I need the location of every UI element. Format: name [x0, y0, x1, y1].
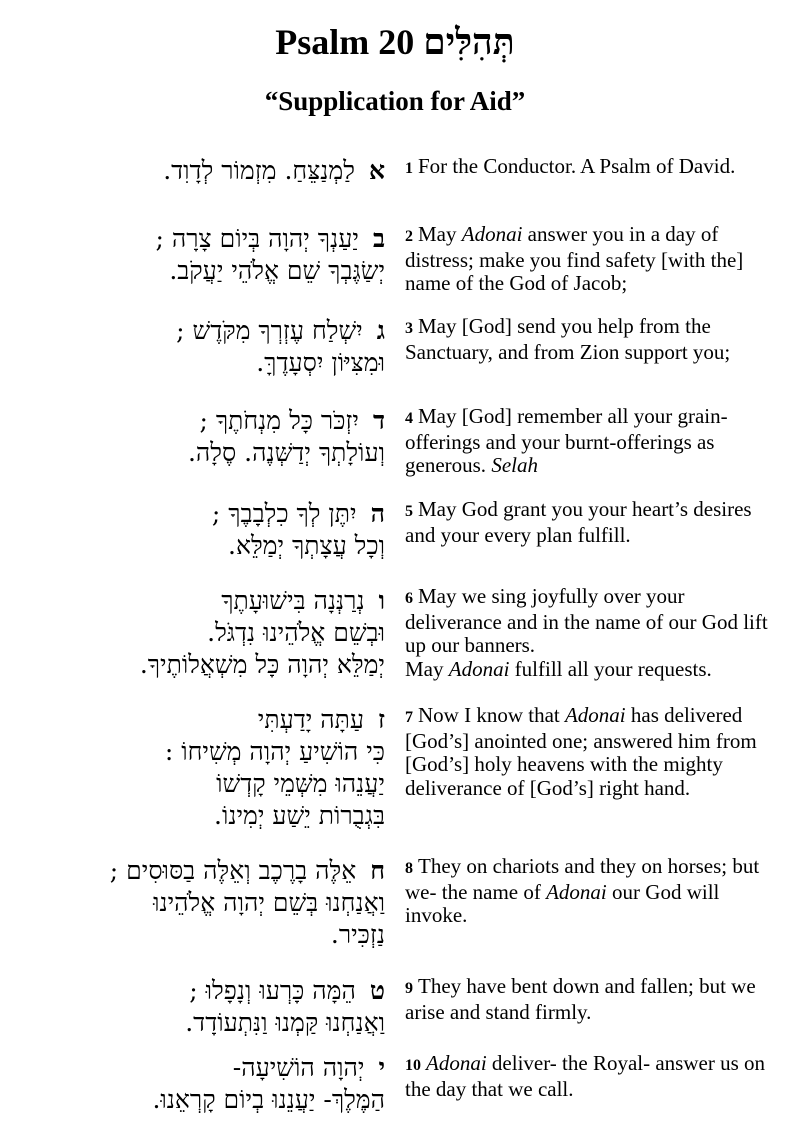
verse-number: 2 — [405, 228, 413, 245]
english-translation — [405, 498, 780, 547]
translation-text: May God grant you your heart’s desires and your every plan fulfill. — [405, 497, 752, 547]
verse-number: 6 — [405, 590, 413, 607]
hebrew-verse-letter: י — [378, 1053, 385, 1082]
hebrew-line: אֵלֶּה בָרֶכֶב וְאֵלֶּה בַסּוּסִים ; — [109, 856, 357, 885]
hebrew-text — [5, 704, 385, 832]
hebrew-line: וְעוֹלָתְךָ יְדַשְּׁנֶה. סֶלָה. — [187, 438, 385, 467]
translation-text: deliver- the Royal- answer us on the day that we call. — [405, 1051, 766, 1101]
translation-text: May — [418, 222, 462, 246]
hebrew-line: יְמַלֵּא יְהוָה כָּל מִשְׁאֲלוֹתֶיךָ. — [139, 650, 385, 679]
hebrew-line: יַעֲנֵהוּ מִשְּׁמֵי קָדְשׁוֹ — [216, 769, 385, 798]
verse-number: 5 — [405, 503, 413, 520]
divine-name: Adonai — [564, 703, 626, 727]
divine-name: Adonai — [426, 1051, 487, 1075]
hebrew-line: יִתֶּן לְךָ כִלְבָבֶךָ ; — [211, 499, 357, 528]
verse-number: 10 — [405, 1057, 421, 1074]
translation-text: They on chariots and they on horses; but we- the name of — [405, 854, 760, 904]
translation-text: May [God] send you help from the Sanctuary, and from Zion support you; — [405, 314, 731, 364]
english-translation — [405, 1052, 780, 1101]
verse-number: 7 — [405, 709, 413, 726]
hebrew-text — [5, 223, 385, 287]
hebrew-verse-letter: ב — [372, 224, 385, 253]
hebrew-line: לַמְנַצֵּחַ. מִזְמוֹר לְדָוִד. — [163, 156, 355, 185]
page-subtitle: “Supplication for Aid” — [264, 86, 526, 116]
hebrew-line: יִזְכֹּר כָּל מִנְחֹתֶךָ ; — [199, 406, 359, 435]
hebrew-line: נְרַנְּנָה בִּישׁוּעָתֶךָ — [221, 586, 365, 615]
divine-name: Adonai — [546, 879, 607, 904]
hebrew-verse-letter: ו — [378, 586, 385, 615]
translation-text: Now I know that — [418, 703, 565, 727]
hebrew-line: וַאֲנַחְנוּ קַּמְנוּ וַנִּתְעוֹדָד. — [185, 1008, 385, 1037]
english-translation — [405, 975, 780, 1024]
hebrew-text — [5, 315, 385, 379]
hebrew-line: וַאֲנַחְנוּ בְּשֵׁם יְהוָה אֱלֹהֵינוּ — [153, 888, 385, 917]
english-translation — [405, 155, 780, 181]
hebrew-line: עַתָּה יָדַעְתִּי — [257, 705, 365, 734]
selah-word: Selah — [491, 453, 538, 477]
english-translation — [405, 704, 780, 800]
translation-text: our God will invoke. — [405, 879, 720, 927]
translation-text: They have bent down and fallen; but we arise and stand firmly. — [405, 974, 756, 1024]
hebrew-line: הַמֶּלֶךְ- יַעֲנֵנוּ בְיוֹם קָרְאֵנוּ. — [152, 1085, 385, 1114]
hebrew-line: וּמִצִּיּוֹן יִסְעָדֶךָּ. — [256, 348, 385, 377]
hebrew-line: וּבְשֵׁם אֱלֹהֵינוּ נִדְגֹּל. — [207, 618, 385, 647]
verse-number: 8 — [405, 860, 413, 877]
hebrew-verse-letter: א — [368, 156, 385, 185]
hebrew-verse-letter: ז — [378, 705, 385, 734]
translation-text: May [God] remember all your grain-offerings and your burnt-offerings as generous. — [405, 404, 728, 477]
hebrew-text — [5, 975, 385, 1039]
translation-text: May we sing joyfully over your deliverance and in the name of our God lift up our banners. — [405, 584, 768, 657]
english-translation — [405, 585, 780, 681]
hebrew-line: כִּי הוֹשִׁיעַ יְהוָה מְשִׁיחוֹ : — [164, 737, 385, 766]
translation-text: fulfill all your requests. — [509, 656, 712, 681]
english-translation — [405, 405, 780, 478]
hebrew-text — [5, 585, 385, 681]
hebrew-text — [5, 1052, 385, 1116]
hebrew-verse-letter: ט — [369, 976, 385, 1005]
hebrew-line: וְכָל עֲצָתְךָ יְמַלֵּא. — [228, 531, 385, 560]
hebrew-line: נַזְכִּיר. — [330, 920, 385, 949]
hebrew-text — [5, 405, 385, 469]
hebrew-line: יְהוָה הוֹשִׁיעָה- — [232, 1053, 365, 1082]
divine-name: Adonai — [448, 656, 510, 681]
hebrew-line: יַעַנְךָ יְהוָה בְּיוֹם צָרָה ; — [155, 224, 359, 253]
hebrew-verse-letter: ח — [370, 856, 385, 885]
translation-text: has delivered [God’s] anointed one; answered him from [God’s] holy heavens with the mighty deliverance of [God’s] right hand. — [405, 703, 757, 800]
hebrew-line: הֵמָּה כָּרְעוּ וְנָפָלוּ ; — [189, 976, 356, 1005]
hebrew-text — [5, 855, 385, 951]
hebrew-text — [5, 155, 385, 187]
hebrew-verse-letter: ד — [372, 406, 385, 435]
hebrew-text — [5, 498, 385, 562]
hebrew-line: בִּגְבֻרוֹת יֵשַׁע יְמִינוֹ. — [214, 801, 385, 830]
english-translation — [405, 223, 780, 296]
translation-text: May — [405, 656, 449, 681]
hebrew-verse-letter: ה — [370, 499, 385, 528]
hebrew-verse-letter: ג — [376, 316, 385, 345]
translation-text: For the Conductor. A Psalm of David. — [418, 154, 736, 178]
verse-number: 3 — [405, 320, 413, 337]
divine-name: Adonai — [461, 222, 523, 246]
english-translation — [405, 315, 780, 364]
hebrew-line: יִשְׁלַח עֶזְרְךָ מִקֹּדֶשׁ ; — [176, 316, 363, 345]
english-translation — [405, 855, 780, 928]
page-title: Psalm 20 תְּהִלִּים — [275, 22, 515, 62]
hebrew-line: יְשַׂגֶּבְךָ שֵׁם אֱלֹהֵי יַעֲקֹב. — [169, 256, 385, 285]
verse-number: 4 — [405, 410, 413, 427]
verse-number: 9 — [405, 980, 413, 997]
verse-number: 1 — [405, 160, 413, 177]
translation-text: answer you in a day of distress; make you find safety [with the] name of the God of Jacob; — [405, 222, 744, 295]
